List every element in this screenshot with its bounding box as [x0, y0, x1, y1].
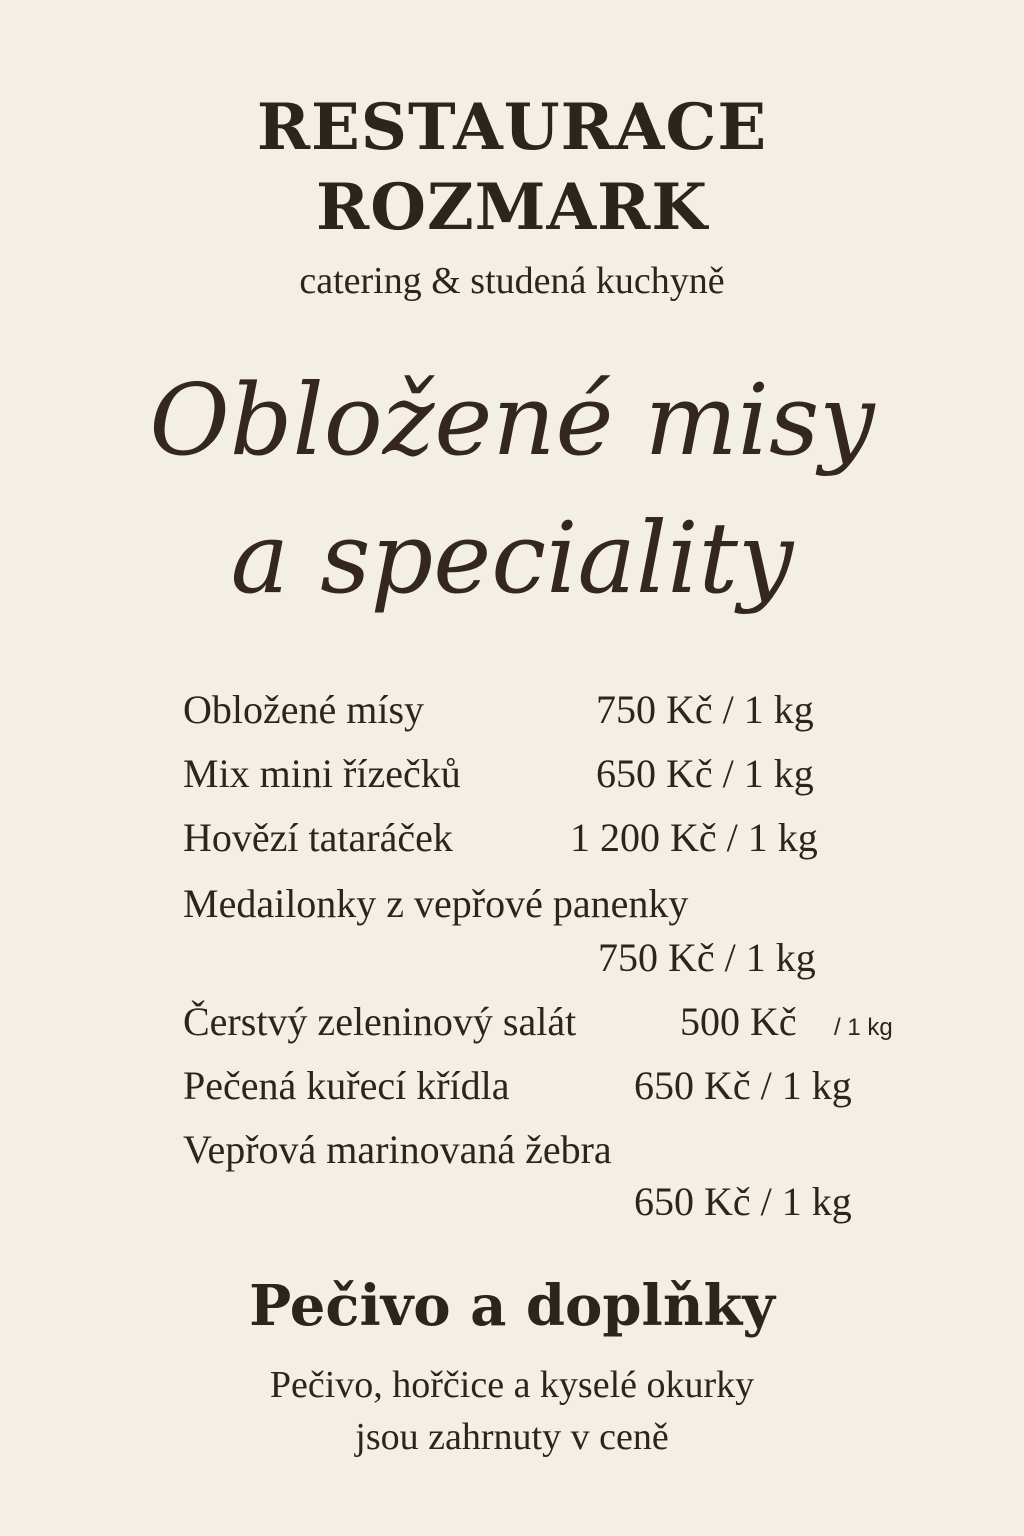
menu-item-unit: / 1 kg [834, 1014, 893, 1041]
restaurant-name-line2: ROZMARK [316, 170, 708, 245]
menu-item-name: Pečená kuřecí křídla [183, 1063, 510, 1108]
menu-item-price: 750 Kč / 1 kg [596, 687, 814, 732]
menu-item-price: 750 Kč / 1 kg [598, 935, 816, 980]
extras-note-line2: jsou zahrnuty v ceně [355, 1416, 669, 1458]
menu-title-line1: Obložené misy [149, 364, 875, 478]
menu-item-name: Obložené mísy [183, 687, 425, 732]
menu-item-price: 1 200 Kč / 1 kg [570, 815, 818, 860]
menu-item-price: 650 Kč / 1 kg [596, 751, 814, 796]
restaurant-name-line1: RESTAURACE [256, 90, 768, 165]
menu-title-line2: a speciality [230, 502, 794, 616]
menu-item-name: Mix mini řízečků [183, 751, 461, 796]
tagline: catering & studená kuchyně [299, 260, 725, 302]
menu-item-name: Medailonky z vepřové panenky [183, 881, 689, 926]
extras-heading: Pečivo a doplňky [249, 1273, 775, 1339]
menu-item-name: Čerstvý zeleninový salát [183, 999, 577, 1044]
menu-item-price: 650 Kč / 1 kg [634, 1063, 852, 1108]
menu-item-price: 650 Kč / 1 kg [634, 1179, 852, 1224]
menu-item-name: Hovězí tataráček [183, 815, 453, 860]
menu-item-name: Vepřová marinovaná žebra [183, 1127, 612, 1172]
menu-item-price: 500 Kč [680, 999, 797, 1044]
extras-note-line1: Pečivo, hořčice a kyselé okurky [269, 1364, 755, 1406]
